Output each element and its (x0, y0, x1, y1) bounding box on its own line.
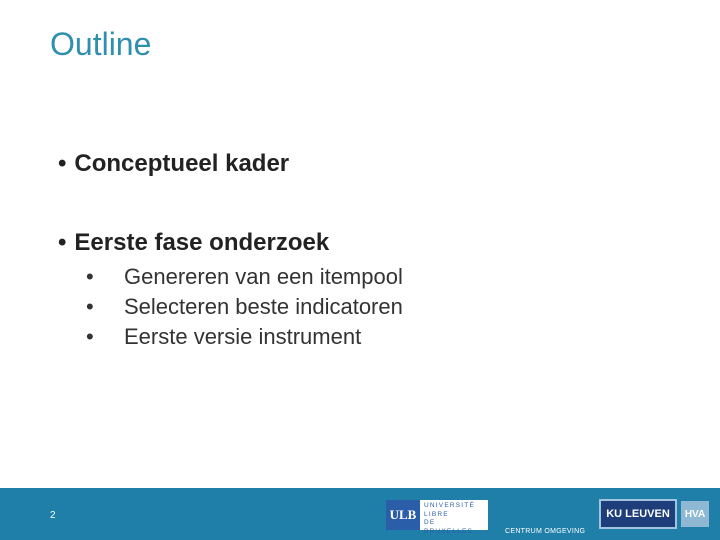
sub-bullet-item (86, 324, 361, 350)
bullet-item (58, 150, 289, 178)
sub-bullet-glyph: • (86, 294, 94, 319)
slide-title: Outline (50, 26, 152, 62)
sub-bullet-text: Genereren van een itempool (124, 264, 403, 289)
sub-bullet-glyph: • (86, 264, 94, 289)
ulb-logo-line: UNIVERSITÉ (424, 502, 476, 509)
bullet-glyph: • (58, 229, 67, 256)
centrum-omgeving-label: CENTRUM OMGEVING (505, 528, 586, 535)
ku-leuven-logo: KU LEUVEN (599, 499, 677, 529)
sub-bullet-item (86, 294, 403, 320)
bullet-text: Conceptueel kader (74, 150, 290, 177)
bullet-text: Eerste fase onderzoek (74, 229, 330, 256)
ulb-logo (386, 500, 488, 535)
hva-logo: HVA (681, 501, 709, 527)
sub-bullet-text: Eerste versie instrument (124, 324, 362, 349)
ulb-logo-text (420, 500, 488, 535)
sub-bullet-glyph: • (86, 324, 94, 349)
footer-bar (0, 488, 720, 540)
ulb-logo-line: DE BRUXELLES (424, 519, 474, 535)
page-number: 2 (50, 510, 56, 521)
ulb-logo-line: LIBRE (424, 510, 449, 518)
sub-bullet-text: Selecteren beste indicatoren (124, 294, 403, 319)
ulb-logo-mark: ULB (386, 500, 420, 530)
bullet-item (58, 229, 329, 257)
bullet-glyph: • (58, 150, 67, 177)
sub-bullet-item (86, 264, 403, 290)
